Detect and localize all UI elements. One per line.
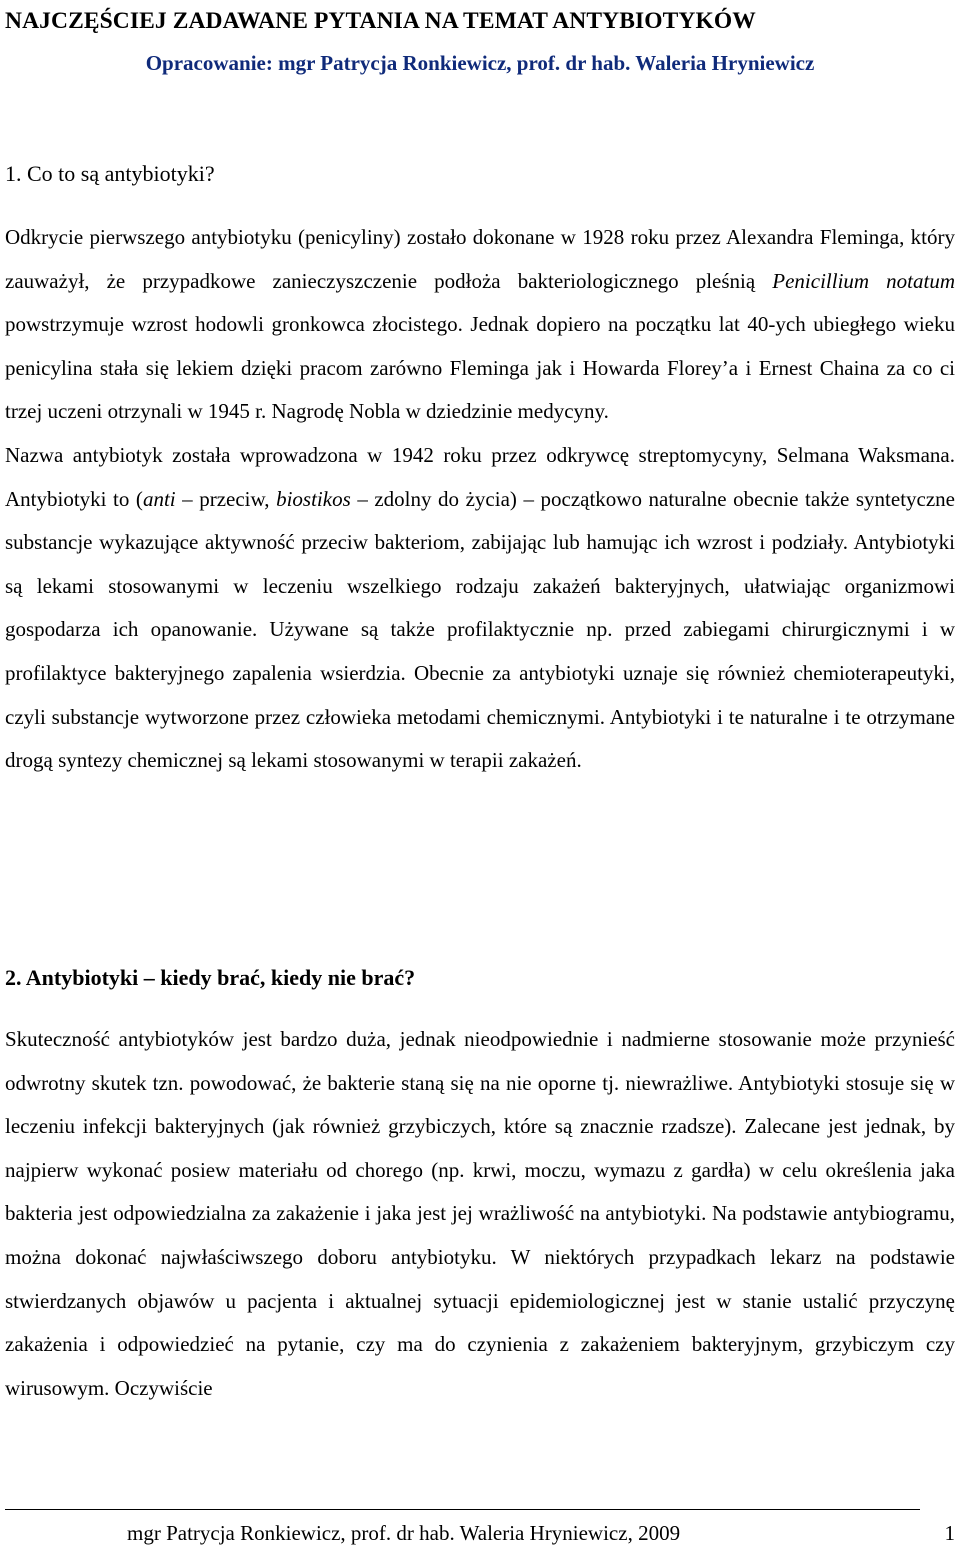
section-1-body — [5, 216, 955, 783]
document-subtitle: Opracowanie: mgr Patrycja Ronkiewicz, prof. dr hab. Waleria Hryniewicz — [145, 51, 815, 75]
italic-term: anti — [142, 486, 176, 511]
title-block — [5, 4, 955, 78]
footer-divider — [5, 1509, 920, 1510]
section-1-paragraph-1 — [5, 216, 955, 434]
italic-term: biostikos — [276, 486, 351, 511]
section-2-body — [5, 1018, 955, 1410]
footer-author-line: mgr Patrycja Ronkiewicz, prof. dr hab. Waleria Hryniewicz, 2009 — [127, 1521, 681, 1545]
text-segment: powstrzymuje wzrost hodowli gronkowca złocistego. Jednak dopiero na początku lat 40-ych ubiegłego wieku penicylina stała się lekiem dzięki pracom zarówno Fleminga jak i Howarda Florey’a i Ernest Chaina za co ci trzej uczeni otrzynali w 1945 r. Nagrodę Nobla w dziedzinie medycyny. — [5, 312, 955, 424]
document-title: NAJCZĘŚCIEJ ZADAWANE PYTANIA NA TEMAT ANTYBIOTYKÓW — [5, 8, 756, 34]
section-1-heading: 1. Co to są antybiotyki? — [5, 161, 215, 186]
text-segment: – zdolny do życia) – początkowo naturalne obecnie także syntetyczne substancje wykazujące aktywność przeciw bakteriom, zabijając lub hamując ich wzrost i podziały. Antybiotyki są lekami stosowanymi w leczeniu wszelkiego rodzaju zakażeń bakteryjnych, ułatwiając organizmowi gospodarza ich opanowanie. Używane są także profilaktycznie np. przed zabiegami chirurgicznymi i w profilaktyce bakteryjnego zapalenia wsierdzia. Obecnie za antybiotyki uznaje się również chemioterapeutyki, czyli substancje wytworzone przez człowieka metodami chemicznymi. Antybiotyki i te naturalne i te otrzymane drogą syntezy chemicznej są lekami stosowanymi w terapii zakażeń. — [5, 486, 955, 773]
section-2-paragraph-1: Skuteczność antybiotyków jest bardzo duża, jednak nieodpowiednie i nadmierne stosowanie może przynieść odwrotny skutek tzn. powodować, że bakterie staną się na nie oporne tj. niewrażliwe. Antybiotyki stosuje się w leczeniu infekcji bakteryjnych (jak również grzybiczych, które są znacznie rzadsze). Zalecane jest jednak, by najpierw wykonać posiew materiału od chorego (np. krwi, moczu, wymazu z gardła) w celu określenia jaka bakteria jest odpowiedzialna za zakażenie i jaka jest jej wrażliwość na antybiotyki. Na podstawie antybiogramu, można dokonać najwłaściwszego doboru antybiotyku. W niektórych przypadkach lekarz na podstawie stwierdzanych objawów u pacjenta i aktualnej sytuacji epidemiologicznej jest w stanie ustalić przyczynę zakażenia i odpowiedzieć na pytanie, czy ma do czynienia z zakażeniem bakteryjnym, grzybiczym czy wirusowym. Oczywiście — [5, 1027, 955, 1400]
section-2-heading: 2. Antybiotyki – kiedy brać, kiedy nie brać? — [5, 965, 416, 990]
document-page — [5, 0, 955, 1549]
page-footer — [5, 1505, 955, 1549]
text-segment: – przeciw, — [175, 486, 277, 511]
italic-term: Penicillium notatum — [772, 268, 955, 293]
section-1-paragraph-2 — [5, 434, 955, 783]
text-segment: Odkrycie pierwszego antybiotyku (penicyliny) zostało dokonane w 1928 roku przez Alexandra Fleminga, który zauważył, że przypadkowe zanieczyszczenie podłoża bakteriologicznego pleśnią — [5, 225, 955, 293]
text-segment: Nazwa antybiotyk została wprowadzona w 1942 roku przez odkrywcę streptomycyny, Selmana Waksmana. Antybiotyki to ( — [5, 442, 955, 511]
page-number: 1 — [944, 1521, 955, 1545]
